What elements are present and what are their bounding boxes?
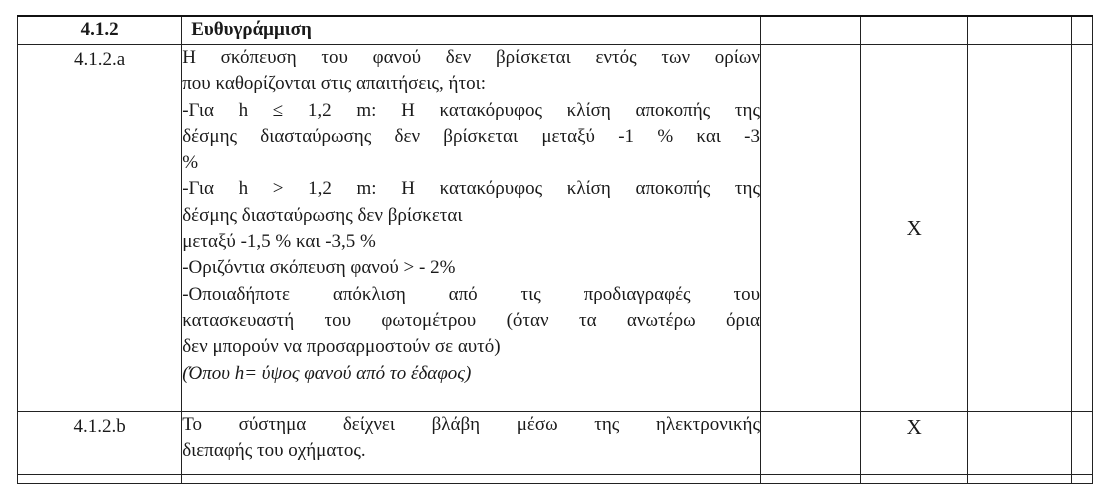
description-line: μεταξύ -1,5 % και -3,5 % <box>182 231 376 253</box>
inspection-table <box>17 15 1093 484</box>
description-line: -Για h > 1,2 m: Η κατακόρυφος κλίση αποκοπής της <box>182 178 760 200</box>
item-description <box>182 45 761 412</box>
description-line: διεπαφής του οχήματος. <box>182 440 366 462</box>
description-line: Η σκόπευση του φανού δεν βρίσκεται εντός των ορίων <box>182 47 760 68</box>
description-line: Το σύστημα δείχνει βλάβη μέσω της ηλεκτρονικής <box>182 414 760 435</box>
empty-cell <box>1072 45 1093 412</box>
description-line: δέσμης διασταύρωσης δεν βρίσκεται <box>182 204 463 226</box>
empty-cell <box>761 16 861 45</box>
description-line: % <box>182 152 199 174</box>
description-line: δεν μπορούν να προσαρμοστούν σε αυτό) <box>182 336 501 358</box>
section-header-row <box>18 16 1093 45</box>
empty-cell <box>1072 412 1093 475</box>
item-code: 4.1.2.a <box>74 49 126 70</box>
item-code-cell <box>18 45 182 412</box>
item-description <box>182 412 761 475</box>
description-line: -Για h ≤ 1,2 m: Η κατακόρυφος κλίση αποκοπής της <box>182 99 760 121</box>
mark-cell: X <box>861 412 968 475</box>
empty-cell <box>967 412 1071 475</box>
empty-cell <box>861 16 968 45</box>
table-row <box>18 412 1093 475</box>
description-line: κατασκευαστή του φωτομέτρου (όταν τα ανωτέρω όρια <box>182 309 760 331</box>
item-code-cell <box>18 412 182 475</box>
section-code: 4.1.2 <box>18 16 182 45</box>
section-title: Ευθυγράμμιση <box>182 16 761 45</box>
mark-cell: X <box>861 45 968 412</box>
description-note: (Όπου h= ύψος φανού από το έδαφος) <box>182 362 472 384</box>
description-line: που καθορίζονται στις απαιτήσεις, ήτοι: <box>182 73 486 95</box>
description-line: -Οριζόντια σκόπευση φανού > - 2% <box>182 257 456 279</box>
description-line: δέσμης διασταύρωσης δεν βρίσκεται μεταξύ -1 % και -3 <box>182 125 760 147</box>
empty-cell <box>967 16 1071 45</box>
description-line: -Οποιαδήποτε απόκλιση από τις προδιαγραφές του <box>182 283 760 305</box>
item-code: 4.1.2.b <box>73 416 126 437</box>
table-row <box>18 45 1093 412</box>
empty-cell <box>761 412 861 475</box>
empty-cell <box>1072 16 1093 45</box>
empty-cell <box>967 45 1071 412</box>
empty-cell <box>761 45 861 412</box>
